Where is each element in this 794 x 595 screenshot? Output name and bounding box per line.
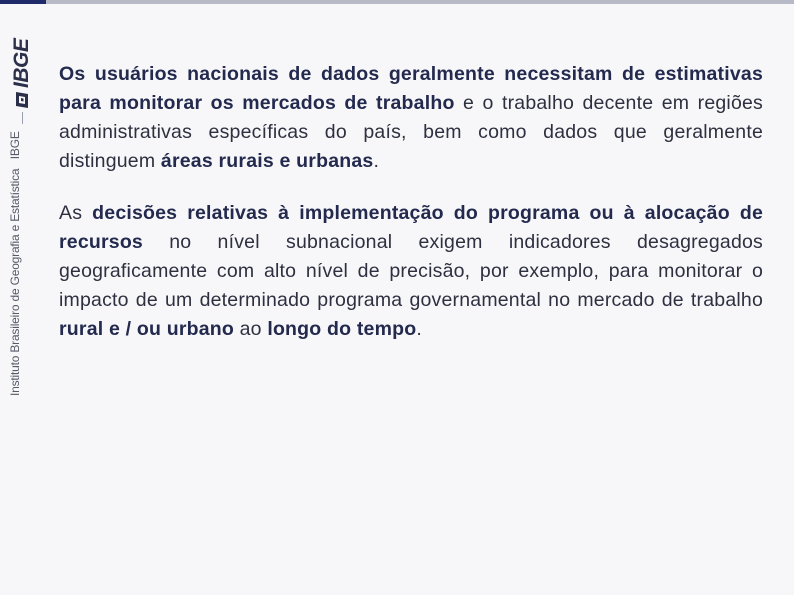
institution-full-name: Instituto Brasileiro de Geografia e Estatística (8, 168, 22, 396)
paragraph-2 (59, 199, 763, 344)
text-segment: rural e / ou urbano (59, 318, 234, 340)
institution-short-name: IBGE (8, 131, 22, 160)
ibge-logo-icon (14, 90, 30, 108)
text-segment: longo do tempo (267, 318, 417, 340)
text-segment: no nível subnacional exigem indicadores desagregados geograficamente com alto nível de precisão, por exemplo, para monitorar o impacto de um determinado programa governamental no mercado de trabalho (59, 231, 763, 311)
main-content (59, 60, 763, 367)
text-segment: áreas rurais e urbanas (160, 150, 374, 172)
text-segment: e o trabalho decente em regiões administrativas específicas do país, bem como dados que geralmente distinguem (59, 92, 763, 172)
ibge-logo (10, 39, 34, 108)
institution-gap (8, 159, 22, 168)
text-segment: As (59, 202, 93, 224)
text-segment: ao (234, 318, 268, 340)
text-segment: decisões relativas à implementação do programa ou à alocação de recursos (59, 202, 763, 253)
logo-text: IBGE (10, 38, 33, 88)
sidebar-branding (0, 4, 46, 595)
sidebar-separator (22, 112, 23, 124)
text-segment: . (416, 318, 422, 340)
paragraph-1 (59, 60, 763, 176)
text-segment: . (373, 150, 380, 172)
text-segment: Os usuários nacionais de dados geralmente necessitam de estimativas para monitorar os mercados de trabalho (59, 63, 763, 114)
top-divider-bar (46, 0, 794, 4)
institution-name (8, 131, 22, 396)
